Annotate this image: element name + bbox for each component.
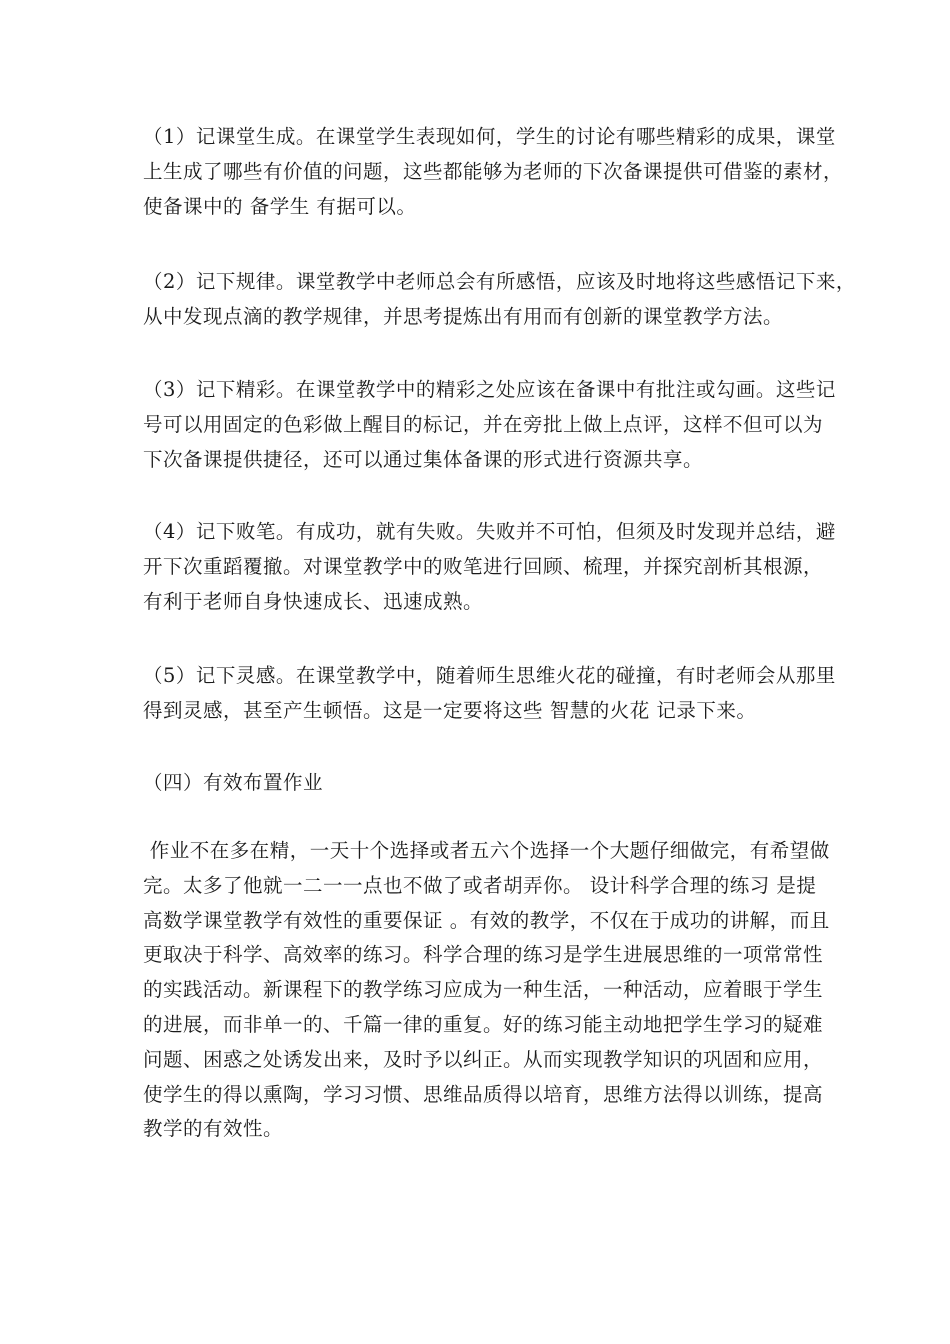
paragraph-record-inspiration bbox=[143, 659, 836, 729]
text-line: 使备课中的 备学生 有据可以。 bbox=[143, 194, 417, 218]
text-line: 从中发现点滴的教学规律，并思考提炼出有用而有创新的课堂教学方法。 bbox=[143, 304, 784, 328]
text-line: 的实践活动。新课程下的教学练习应成为一种生活，一种活动，应着眼于学生 bbox=[143, 978, 824, 1002]
text-line: 有利于老师自身快速成长、迅速成熟。 bbox=[143, 589, 484, 613]
text-line: 高数学课堂教学有效性的重要保证 。有效的教学，不仅在于成功的讲解，而且 bbox=[143, 908, 830, 932]
text-line: 教学的有效性。 bbox=[143, 1117, 284, 1141]
paragraph-homework bbox=[143, 834, 830, 1147]
text-line: （4）记下败笔。有成功，就有失败。失败并不可怕，但须及时发现并总结，避 bbox=[143, 520, 836, 543]
text-line: 更取决于科学、高效率的练习。科学合理的练习是学生进展思维的一项常常性 bbox=[143, 943, 824, 967]
paragraph-record-rules bbox=[143, 265, 856, 335]
text-line: （5）记下灵感。在课堂教学中，随着师生思维火花的碰撞，有时老师会从那里 bbox=[143, 664, 836, 687]
text-line: 上生成了哪些有价值的问题，这些都能够为老师的下次备课提供可借鉴的素材， bbox=[143, 159, 844, 183]
paragraph-record-highlights bbox=[143, 373, 836, 477]
text-line: （1）记课堂生成。在课堂学生表现如何，学生的讨论有哪些精彩的成果，课堂 bbox=[143, 125, 836, 148]
text-line: 开下次重蹈覆撤。对课堂教学中的败笔进行回顾、梳理，并探究剖析其根源， bbox=[143, 554, 824, 578]
text-line: 得到灵感，甚至产生顿悟。这是一定要将这些 智慧的火花 记录下来。 bbox=[143, 698, 757, 722]
text-line: 使学生的得以熏陶，学习习惯、思维品质得以培育，思维方法得以训练，提高 bbox=[143, 1082, 824, 1106]
text-line: （2）记下规律。课堂教学中老师总会有所感悟，应该及时地将这些感悟记下来， bbox=[143, 270, 856, 293]
paragraph-record-classroom-generation bbox=[143, 120, 844, 224]
text-line: 完。太多了他就一二一一点也不做了或者胡弄你。 设计科学合理的练习 是提 bbox=[143, 873, 817, 897]
heading-line: （四）有效布置作业 bbox=[143, 771, 324, 794]
text-line: 的进展，而非单一的、千篇一律的重复。好的练习能主动地把学生学习的疑难 bbox=[143, 1012, 824, 1036]
text-line: 下次备课提供捷径，还可以通过集体备课的形式进行资源共享。 bbox=[143, 447, 704, 471]
text-line: 作业不在多在精，一天十个选择或者五六个选择一个大题仔细做完，有希望做 bbox=[143, 839, 830, 862]
section-heading-homework bbox=[143, 766, 813, 801]
text-line: 号可以用固定的色彩做上醒目的标记，并在旁批上做上点评，这样不但可以为 bbox=[143, 412, 824, 436]
text-line: （3）记下精彩。在课堂教学中的精彩之处应该在备课中有批注或勾画。这些记 bbox=[143, 378, 836, 401]
paragraph-record-failures bbox=[143, 515, 836, 619]
text-line: 问题、困惑之处诱发出来，及时予以纠正。从而实现教学知识的巩固和应用， bbox=[143, 1047, 824, 1071]
